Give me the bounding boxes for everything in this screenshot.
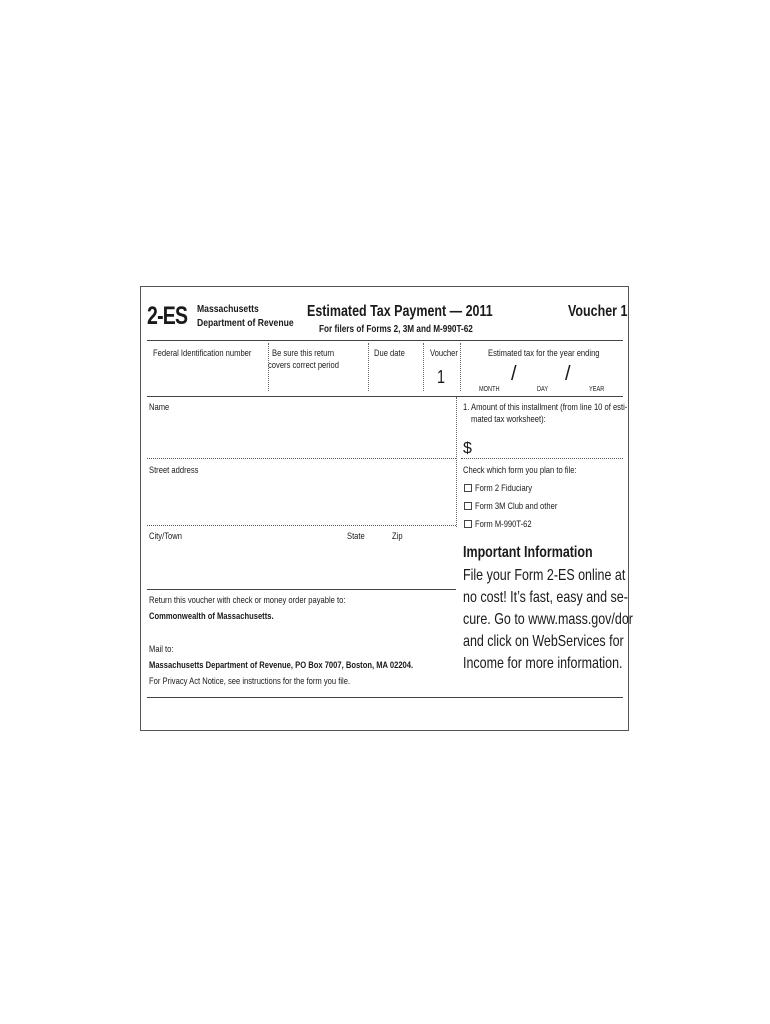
voucher-column-label: Voucher bbox=[430, 348, 458, 359]
zip-label: Zip bbox=[392, 531, 403, 542]
day-label: DAY bbox=[537, 386, 549, 393]
period-note-line2: covers correct period bbox=[268, 360, 339, 371]
period-note-line1: Be sure this return bbox=[272, 348, 335, 359]
important-info-line-4: and click on WebServices for bbox=[463, 633, 624, 650]
name-line bbox=[147, 458, 456, 459]
street-address-label: Street address bbox=[149, 465, 199, 476]
important-info-line-1: File your Form 2-ES online at bbox=[463, 567, 626, 584]
date-slash-2: / bbox=[565, 363, 571, 385]
check-form-prompt: Check which form you plan to file: bbox=[463, 465, 577, 476]
col-divider-1 bbox=[268, 343, 269, 391]
column-row-divider bbox=[147, 396, 623, 397]
month-label: MONTH bbox=[479, 386, 500, 393]
form-3m-label: Form 3M Club and other bbox=[475, 501, 558, 512]
return-info-top bbox=[147, 589, 456, 590]
voucher-label: Voucher 1 bbox=[568, 303, 628, 320]
voucher-form bbox=[140, 286, 633, 731]
form-number: 2-ES bbox=[147, 302, 188, 330]
form-m990t62-label: Form M-990T-62 bbox=[475, 519, 532, 530]
agency-name: Massachusetts bbox=[197, 303, 259, 315]
date-slash-1: / bbox=[511, 363, 517, 385]
important-info-line-2: no cost! It’s fast, easy and se- bbox=[463, 589, 628, 606]
installment-label-line1: 1. Amount of this installment (from line 10 of esti- bbox=[463, 402, 628, 413]
name-label: Name bbox=[149, 402, 170, 413]
form-3m-checkbox[interactable] bbox=[464, 502, 472, 510]
bottom-divider bbox=[147, 697, 623, 698]
form-subtitle: For filers of Forms 2, 3M and M-990T-62 bbox=[319, 323, 473, 335]
important-info-heading: Important Information bbox=[463, 544, 593, 561]
form-2-fiduciary-checkbox[interactable] bbox=[464, 484, 472, 492]
return-voucher-text: Return this voucher with check or money order payable to: bbox=[149, 595, 346, 606]
installment-label-line2: mated tax worksheet): bbox=[471, 414, 546, 425]
installment-line[interactable] bbox=[461, 458, 623, 459]
street-address-line bbox=[147, 525, 456, 526]
payee-name: Commonwealth of Massachusetts. bbox=[149, 611, 274, 622]
header-divider bbox=[147, 340, 623, 341]
form-title: Estimated Tax Payment — 2011 bbox=[307, 303, 493, 320]
state-label: State bbox=[347, 531, 365, 542]
col-divider-3 bbox=[423, 343, 424, 391]
currency-sign: $ bbox=[463, 440, 472, 457]
important-info-line-3: cure. Go to www.mass.gov/dor bbox=[463, 611, 633, 628]
form-m990t62-checkbox[interactable] bbox=[464, 520, 472, 528]
important-info-line-5: Income for more information. bbox=[463, 655, 623, 672]
agency-department: Department of Revenue bbox=[197, 317, 294, 329]
col-divider-4 bbox=[460, 343, 461, 391]
year-label: YEAR bbox=[589, 386, 605, 393]
city-label: City/Town bbox=[149, 531, 182, 542]
voucher-number: 1 bbox=[437, 367, 446, 387]
mailing-address: Massachusetts Department of Revenue, PO Box 7007, Boston, MA 02204. bbox=[149, 660, 414, 671]
col-divider-2 bbox=[368, 343, 369, 391]
mail-to-label: Mail to: bbox=[149, 644, 174, 655]
privacy-notice: For Privacy Act Notice, see instructions for the form you file. bbox=[149, 676, 351, 687]
due-date-label: Due date bbox=[374, 348, 405, 359]
federal-id-label: Federal Identification number bbox=[153, 348, 252, 359]
estimated-tax-label: Estimated tax for the year ending bbox=[488, 348, 600, 359]
main-divider bbox=[456, 397, 457, 527]
form-2-fiduciary-label: Form 2 Fiduciary bbox=[475, 483, 533, 494]
